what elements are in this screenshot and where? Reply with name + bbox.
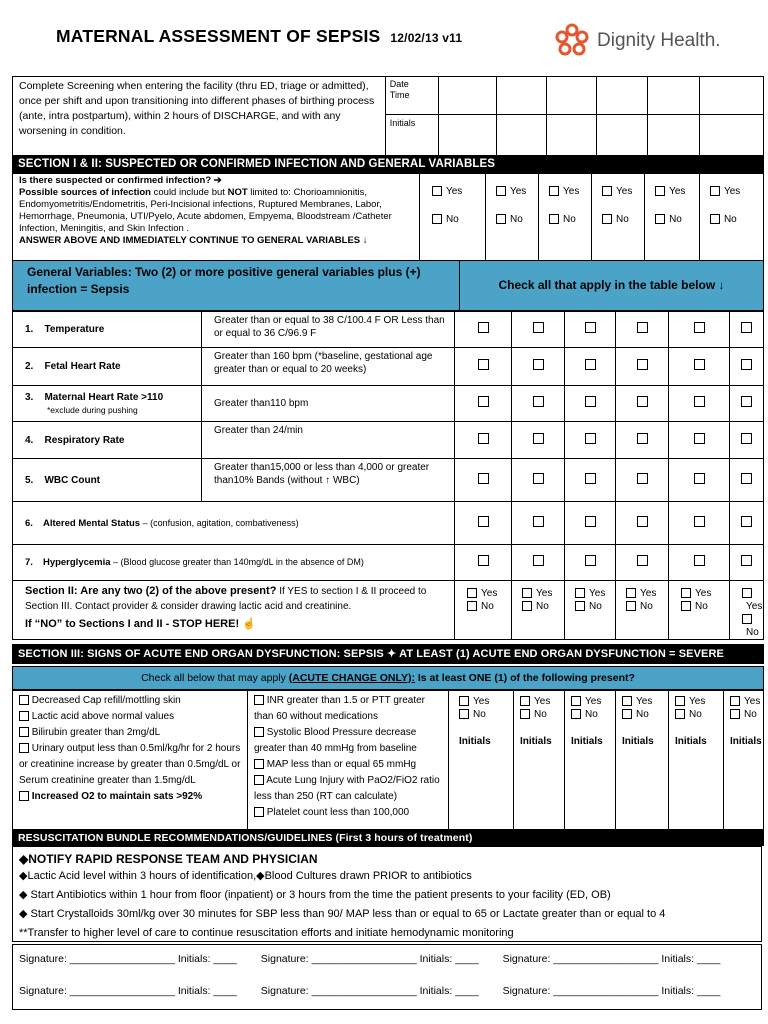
checkbox-cell[interactable]	[669, 312, 730, 348]
checkbox-cell[interactable]	[730, 502, 764, 545]
signature-field[interactable]: Signature: __________________ Initials: ____	[19, 985, 237, 997]
section2-yn-cell[interactable]: Yes No	[730, 581, 764, 640]
list-item[interactable]: Decreased Cap refill/mottling skin	[19, 693, 241, 709]
checkbox-cell[interactable]	[565, 386, 616, 422]
table-row	[13, 502, 764, 545]
initials-cell[interactable]	[699, 115, 763, 156]
checkbox-cell[interactable]	[565, 348, 616, 386]
checkbox-cell[interactable]	[730, 312, 764, 348]
section3-check-header: Check all below that may apply (ACUTE CHANGE ONLY): Is at least ONE (1) of the following present?	[13, 667, 764, 690]
section3-right-list	[248, 691, 449, 830]
date-cell[interactable]	[597, 77, 647, 115]
initials-cell[interactable]	[438, 115, 496, 156]
variable-name: 2. Fetal Heart Rate	[13, 348, 202, 386]
checkbox-cell[interactable]	[669, 459, 730, 502]
checkbox-cell[interactable]	[512, 386, 565, 422]
star-logo-icon	[553, 22, 591, 60]
checkbox-cell[interactable]	[455, 386, 512, 422]
variable-name: 7. Hyperglycemia – (Blood glucose greater than 140mg/dL in the absence of DM)	[13, 545, 455, 581]
checkbox-cell[interactable]	[565, 312, 616, 348]
variable-criteria: Greater than110 bpm	[202, 386, 455, 422]
table-row	[13, 312, 764, 348]
table-row	[13, 386, 764, 422]
checkbox-cell[interactable]	[616, 348, 669, 386]
checkbox-cell[interactable]	[616, 545, 669, 581]
variable-criteria: Greater than or equal to 38 C/100.4 F OR Less than or equal to 36 C/96.9 F	[202, 312, 455, 348]
bundle-notify: ◆NOTIFY RAPID RESPONSE TEAM AND PHYSICIAN	[19, 852, 318, 866]
initials-cell[interactable]	[496, 115, 546, 156]
section2-yn-cell[interactable]: Yes No	[616, 581, 669, 640]
variable-criteria: Greater than15,000 or less than 4,000 or greater than10% Bands (without ↑ WBC)	[202, 459, 455, 502]
section3-band: SECTION III: SIGNS OF ACUTE END ORGAN DYSFUNCTION: SEPSIS ✦ AT LEAST (1) ACUTE END ORGAN DYSFUNCTION = SEVERE	[12, 644, 764, 664]
checkbox-cell[interactable]	[455, 422, 512, 459]
checkbox-cell[interactable]	[730, 386, 764, 422]
signature-row	[19, 953, 768, 965]
signature-field[interactable]: Signature: __________________ Initials: ____	[19, 953, 237, 965]
checkbox-cell[interactable]	[730, 545, 764, 581]
checkbox-cell[interactable]	[616, 422, 669, 459]
checkbox-cell[interactable]	[669, 386, 730, 422]
infection-yn-cell[interactable]: Yes No	[539, 174, 592, 261]
checkbox-cell[interactable]	[565, 502, 616, 545]
variable-name: 4. Respiratory Rate	[13, 422, 202, 459]
checkbox-cell[interactable]	[730, 422, 764, 459]
list-item[interactable]: MAP less than or equal 65 mmHg	[254, 757, 442, 773]
infection-yn-cell[interactable]: Yes No	[592, 174, 645, 261]
variable-name: 3. Maternal Heart Rate >110 *exclude during pushing	[13, 386, 202, 422]
signature-row	[19, 985, 768, 997]
dignity-health-logo	[553, 20, 743, 62]
bundle-band: RESUSCITATION BUNDLE RECOMMENDATIONS/GUIDELINES (First 3 hours of treatment)	[12, 830, 764, 846]
table-row	[13, 545, 764, 581]
list-item[interactable]: Systolic Blood Pressure decrease greater than 40 mmHg from baseline	[254, 727, 417, 754]
initials-label: Initials	[385, 115, 438, 156]
checkbox-cell[interactable]	[512, 459, 565, 502]
checkbox-cell[interactable]	[455, 545, 512, 581]
signature-field[interactable]: Signature: __________________ Initials: ____	[260, 953, 479, 965]
variable-criteria: Greater than 160 bpm (*baseline, gestational age greater than or equal to 20 weeks)	[202, 348, 455, 386]
section2-row	[13, 581, 764, 640]
section2-question: Section II: Are any two (2) of the above present? If YES to section I & II proceed to Section III. Contact provider & consider drawing lactic acid and creatinine. If “NO” to Sections I and II - STOP HERE! ☝	[13, 581, 455, 640]
section2-yn-cell[interactable]: Yes No	[455, 581, 512, 640]
infection-yn-cell[interactable]: Yes No	[645, 174, 700, 261]
infection-yn-cell[interactable]: Yes No	[699, 174, 763, 261]
checkbox-cell[interactable]	[565, 459, 616, 502]
variable-name: 1. Temperature	[13, 312, 202, 348]
checkbox-cell[interactable]	[455, 459, 512, 502]
checkbox-cell[interactable]	[512, 348, 565, 386]
date-cell[interactable]	[647, 77, 699, 115]
checkbox-cell[interactable]	[616, 312, 669, 348]
checkbox-cell[interactable]	[565, 422, 616, 459]
table-row	[13, 422, 764, 459]
checkbox-cell[interactable]	[455, 502, 512, 545]
checkbox-cell[interactable]	[669, 422, 730, 459]
list-item[interactable]: Urinary output less than 0.5ml/kg/hr for 2 hours or creatinine increase by greater than 0.5mg/dL or Serum creatinine greater than 1.5mg/dL	[19, 743, 241, 786]
list-item[interactable]: Acute Lung Injury with PaO2/FiO2 ratio less than 250 (RT can calculate)	[254, 775, 440, 802]
checkbox-cell[interactable]	[669, 545, 730, 581]
checkbox-cell[interactable]	[512, 502, 565, 545]
signature-field[interactable]: Signature: __________________ Initials: ____	[260, 985, 479, 997]
bundle-box	[12, 846, 762, 942]
bundle-item: ◆ Start Antibiotics within 1 hour from floor (inpatient) or 3 hours from the time the patient presents to your facility (ED, OB)	[19, 889, 611, 901]
section2-yn-cell[interactable]: Yes No	[669, 581, 730, 640]
infection-yn-cell[interactable]: Yes No	[485, 174, 538, 261]
section2-yn-cell[interactable]: Yes No	[565, 581, 616, 640]
list-item[interactable]: Lactic acid above normal values	[19, 709, 241, 725]
signature-field[interactable]: Signature: __________________ Initials: ____	[502, 953, 721, 965]
checkbox-cell[interactable]	[512, 312, 565, 348]
intro-text: Complete Screening when entering the facility (thru ED, triage or admitted), once per shift and upon transitioning into different phases of birthing process (ante, intra postpartum), within 2 hours of DISCHARGE, and with any worsening in condition.	[13, 77, 386, 156]
checkbox-cell[interactable]	[669, 502, 730, 545]
initials-cell[interactable]	[547, 115, 597, 156]
form-version: 12/02/13 v11	[390, 31, 463, 45]
section2-yn-cell[interactable]: Yes No	[512, 581, 565, 640]
date-cell[interactable]	[438, 77, 496, 115]
checkbox-cell[interactable]	[616, 459, 669, 502]
section3-yn-cell[interactable]: Yes No Initials	[514, 691, 565, 830]
list-item[interactable]: Bilirubin greater than 2mg/dL	[19, 725, 241, 741]
checkbox-cell[interactable]	[512, 422, 565, 459]
initials-cell[interactable]	[597, 115, 647, 156]
section3-yn-cell[interactable]: Yes No Initials	[616, 691, 669, 830]
table-row	[13, 348, 764, 386]
page-title: MATERNAL ASSESSMENT OF SEPSIS 12/02/13 v11	[56, 26, 463, 46]
initials-cell[interactable]	[647, 115, 699, 156]
checkbox-cell[interactable]	[616, 386, 669, 422]
checkbox-cell[interactable]	[616, 502, 669, 545]
checkbox-cell[interactable]	[730, 348, 764, 386]
section3-yn-cell[interactable]: Yes No Initials	[669, 691, 724, 830]
checkbox-cell[interactable]	[730, 459, 764, 502]
checkbox-cell[interactable]	[455, 348, 512, 386]
date-cell[interactable]	[496, 77, 546, 115]
checkbox-cell[interactable]	[512, 545, 565, 581]
date-time-label: Date Time	[385, 77, 438, 115]
signature-box	[12, 944, 762, 1010]
infection-yn-cell[interactable]: Yes No	[419, 174, 485, 261]
logo-text: Dignity Health.	[597, 30, 721, 51]
section3-yn-cell[interactable]: Yes No Initials	[565, 691, 616, 830]
check-all-label: Check all that apply in the table below ↓	[460, 261, 764, 311]
variable-name: 6. Altered Mental Status – (confusion, agitation, combativeness)	[13, 502, 455, 545]
signature-field[interactable]: Signature: __________________ Initials: ____	[502, 985, 721, 997]
date-cell[interactable]	[699, 77, 763, 115]
checkbox-cell[interactable]	[669, 348, 730, 386]
checkbox-cell[interactable]	[565, 545, 616, 581]
bundle-item: **Transfer to higher level of care to continue resuscitation efforts and initiate hemodynamic monitoring	[19, 927, 514, 939]
list-item[interactable]: Platelet count less than 100,000	[254, 805, 442, 821]
bundle-item: ◆ Start Crystalloids 30ml/kg over 30 minutes for SBP less than 90/ MAP less than or equal to 65 or Lactate greater than or equal to 4	[19, 908, 666, 920]
section3-left-list	[13, 691, 248, 830]
section1-band: SECTION I & II: SUSPECTED OR CONFIRMED INFECTION AND GENERAL VARIABLES	[12, 155, 764, 173]
checkbox-cell[interactable]	[455, 312, 512, 348]
section3-yn-cell[interactable]: Yes No Initials	[724, 691, 764, 830]
section3-yn-cell[interactable]: Yes No Initials	[449, 691, 514, 830]
date-cell[interactable]	[547, 77, 597, 115]
variable-criteria: Greater than 24/min	[202, 422, 455, 459]
list-item[interactable]: Increased O2 to maintain sats >92%	[19, 789, 241, 805]
general-variables-heading: General Variables: Two (2) or more positive general variables plus (+) infection = Sepsis	[13, 261, 460, 311]
infection-question-cell: Is there suspected or confirmed infection? ➔ Possible sources of infection could include but NOT limited to: Chorioamnionitis, Endomyometritis/Endometritis, Peri-Incisional infections, Ruptured Membranes, Labor, Hemorrhage, Pneumonia, UTI/Pyelo, Acute abdomen, Empyema, Bloodstream /Catheter Infection, Meningitis, and Skin Infection . ANSWER ABOVE AND IMMEDIATELY CONTINUE TO GENERAL VARIABLES ↓	[13, 174, 420, 261]
bundle-item: ◆Lactic Acid level within 3 hours of identification,◆Blood Cultures drawn PRIOR to antibiotics	[19, 870, 472, 882]
table-row	[13, 459, 764, 502]
list-item[interactable]: INR greater than 1.5 or PTT greater than 60 without medications	[254, 695, 426, 722]
variable-name: 5. WBC Count	[13, 459, 202, 502]
